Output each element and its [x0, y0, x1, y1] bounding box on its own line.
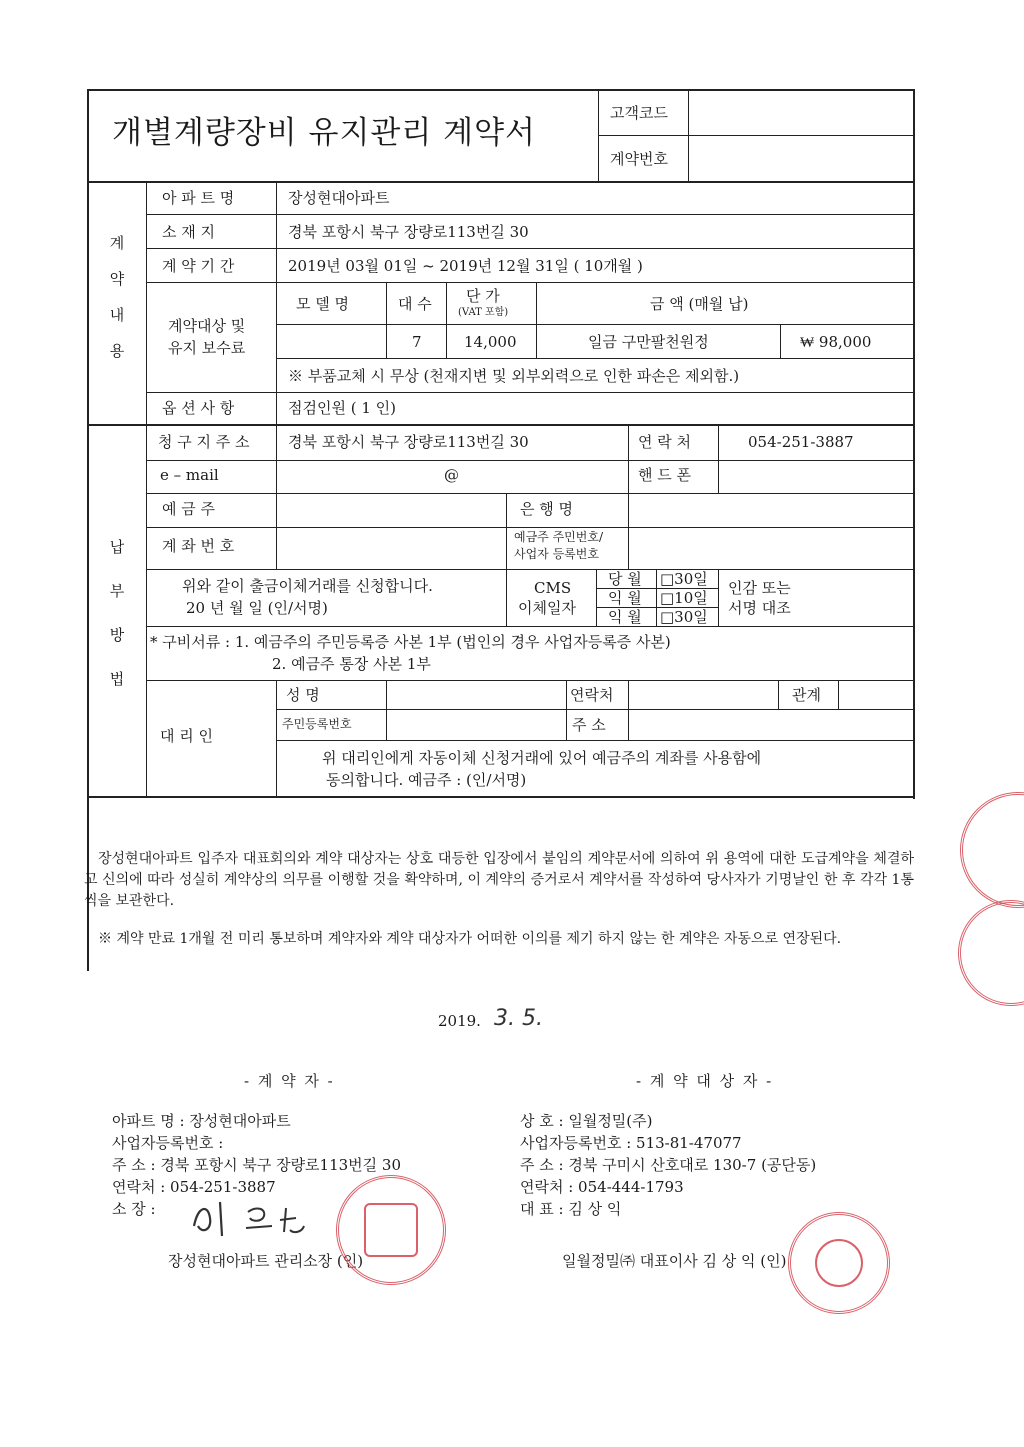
contractor-address: 주 소 : 경북 포항시 북구 장량로113번길 30 — [112, 1156, 402, 1174]
email-label: e – mail — [160, 466, 219, 484]
transfer-day-checkbox[interactable]: □10일 — [660, 589, 708, 607]
quantity-header: 대 수 — [398, 295, 432, 313]
apartment-name-value: 장성현대아파트 — [288, 189, 390, 207]
holder-id-field[interactable] — [630, 529, 912, 568]
model-name-header: 모 델 명 — [296, 295, 350, 313]
billing-address-value: 경북 포항시 북구 장량로113번길 30 — [288, 433, 529, 451]
address-label: 소 재 지 — [162, 223, 216, 241]
apartment-office-seal — [336, 1175, 446, 1285]
account-number-label: 계 좌 번 호 — [162, 537, 235, 555]
option-label: 옵 션 사 항 — [162, 399, 235, 417]
company-seal — [788, 1212, 890, 1314]
agent-name-label: 성 명 — [286, 686, 320, 704]
agent-consent-line-2: 동의합니다. 예금주 : (인/서명) — [326, 771, 527, 789]
contract-no-field[interactable] — [690, 137, 912, 180]
seal-check-field[interactable] — [810, 571, 912, 625]
manager-handwritten-signature — [186, 1196, 326, 1240]
contractor-business-number: 사업자등록번호 : — [112, 1134, 224, 1152]
contact-value: 054-251-3887 — [748, 433, 854, 451]
bank-name-field[interactable] — [630, 495, 912, 526]
unit-price-vat-note: (VAT 포함) — [458, 307, 509, 318]
address-value: 경북 포항시 북구 장량로113번길 30 — [288, 223, 529, 241]
contract-date-printed: 2019. — [438, 1012, 481, 1030]
parts-replacement-note: ※ 부품교체 시 무상 (천재지변 및 외부외력으로 인한 파손은 제외함.) — [288, 367, 740, 385]
contract-target-label-1: 계약대상 및 — [168, 317, 246, 335]
agent-phone-field[interactable] — [630, 682, 776, 708]
customer-code-label: 고객코드 — [610, 104, 668, 122]
contact-label: 연 락 처 — [638, 433, 692, 451]
account-number-field[interactable] — [278, 529, 504, 568]
contractor-heading: - 계 약 자 - — [244, 1072, 335, 1090]
agent-consent-line-1: 위 대리인에게 자동이체 신청거래에 있어 예금주의 계좌를 사용함에 — [322, 749, 762, 767]
agent-name-field[interactable] — [388, 682, 564, 708]
contract-period-label: 계 약 기 간 — [162, 257, 235, 275]
contractee-phone: 연락처 : 054-444-1793 — [520, 1178, 684, 1196]
transfer-application-text: 위와 같이 출금이체거래를 신청합니다. — [182, 577, 433, 595]
holder-id-label-1: 예금주 주민번호/ — [514, 530, 604, 544]
transfer-month-label: 익 월 — [608, 589, 642, 607]
mobile-label: 핸 드 폰 — [638, 466, 692, 484]
auto-renewal-note: ※ 계약 만료 1개월 전 미리 통보하며 계약자와 계약 대상자가 어떠한 이의를 제기 하지 않는 한 계약은 자동으로 연장된다. — [98, 931, 842, 947]
contract-no-label: 계약번호 — [610, 150, 668, 168]
bank-name-label: 은 행 명 — [520, 500, 574, 518]
contractor-phone: 연락처 : 054-251-3887 — [112, 1178, 276, 1196]
quantity-value: 7 — [412, 333, 422, 351]
contractee-company-name: 상 호 : 일월정밀(주) — [520, 1112, 653, 1130]
holder-id-label-2: 사업자 등록번호 — [514, 547, 599, 561]
contractor-signature-line: 장성현대아파트 관리소장 (인) — [168, 1252, 364, 1270]
required-documents-line-2: 2. 예금주 통장 사본 1부 — [272, 655, 431, 673]
email-at-sign: @ — [444, 466, 459, 484]
apartment-name-label: 아 파 트 명 — [162, 189, 235, 207]
agent-rrn-label: 주민등록번호 — [282, 717, 352, 731]
section-payment-method-label: 납 부 방 법 — [109, 538, 125, 688]
account-holder-label: 예 금 주 — [162, 500, 216, 518]
option-value: 점검인원 ( 1 인) — [288, 399, 397, 417]
customer-code-field[interactable] — [690, 92, 912, 134]
seal-check-label-1: 인감 또는 — [728, 579, 791, 597]
section-contract-content-label: 계 약 내 용 — [109, 234, 125, 360]
agent-phone-label: 연락처 — [570, 686, 614, 704]
transfer-application-date: 20 년 월 일 (인/서명) — [186, 599, 328, 617]
agent-address-field[interactable] — [630, 711, 912, 739]
agent-rrn-field[interactable] — [388, 711, 564, 739]
mobile-field[interactable] — [720, 461, 912, 492]
billing-address-label: 청 구 지 주 소 — [158, 433, 250, 451]
contractee-heading: - 계 약 대 상 자 - — [636, 1072, 774, 1090]
contractee-address: 주 소 : 경북 구미시 산호대로 130-7 (공단동) — [520, 1156, 817, 1174]
agent-relation-label: 관계 — [792, 686, 821, 704]
agent-relation-field[interactable] — [840, 682, 912, 708]
email-field[interactable] — [278, 461, 626, 492]
contract-body-paragraph: 장성현대아파트 입주자 대표회의와 계약 대상자는 상호 대등한 입장에서 붙임의 계약문서에 의하여 위 용역에 대한 도급계약을 체결하고 신의에 따라 성실히 계약상의 의무를 이행할 것을 확약하며, 이 계약의 증거로서 계약서를 작성하여 당사자가 기명날인 한 후 각각 1통씩을 보관한다. — [84, 851, 914, 909]
page-title: 개별계량장비 유지관리 계약서 — [112, 115, 537, 151]
contractee-business-number: 사업자등록번호 : 513-81-47077 — [520, 1134, 742, 1152]
transfer-month-label: 익 월 — [608, 608, 642, 626]
margin-seal-bottom — [958, 900, 1024, 1006]
unit-price-value: 14,000 — [464, 333, 517, 351]
amount-in-words: 일금 구만팔천원정 — [588, 333, 709, 351]
contractor-apartment-name: 아파트 명 : 장성현대아파트 — [112, 1112, 291, 1130]
transfer-day-checkbox[interactable]: □30일 — [660, 608, 708, 626]
required-documents-line-1: * 구비서류 : 1. 예금주의 주민등록증 사본 1부 (법인의 경우 사업자등록증 사본) — [150, 633, 671, 651]
seal-check-label-2: 서명 대조 — [728, 599, 791, 617]
transfer-day-checkbox[interactable]: □30일 — [660, 570, 708, 588]
amount-in-number: ₩ 98,000 — [800, 333, 872, 351]
contract-target-label-2: 유지 보수료 — [168, 339, 246, 357]
unit-price-header: 단 가 — [466, 287, 500, 305]
contractee-signature-line: 일월정밀㈜ 대표이사 김 상 익 (인) — [562, 1252, 787, 1270]
account-holder-field[interactable] — [278, 495, 504, 526]
margin-seal-top — [960, 792, 1024, 908]
agent-label: 대 리 인 — [160, 727, 214, 745]
cms-label: CMS — [534, 579, 572, 597]
amount-header: 금 액 (매월 납) — [650, 295, 749, 313]
agent-address-label: 주 소 — [572, 716, 606, 734]
contract-date-handwritten: 3. 5. — [494, 1006, 543, 1031]
transfer-date-label: 이체일자 — [518, 599, 576, 617]
contractor-manager: 소 장 : — [112, 1200, 156, 1218]
contract-period-value: 2019년 03월 01일 ~ 2019년 12월 31일 ( 10개월 ) — [288, 257, 643, 275]
transfer-month-label: 당 월 — [608, 570, 642, 588]
contractee-representative: 대 표 : 김 상 익 — [520, 1200, 622, 1218]
